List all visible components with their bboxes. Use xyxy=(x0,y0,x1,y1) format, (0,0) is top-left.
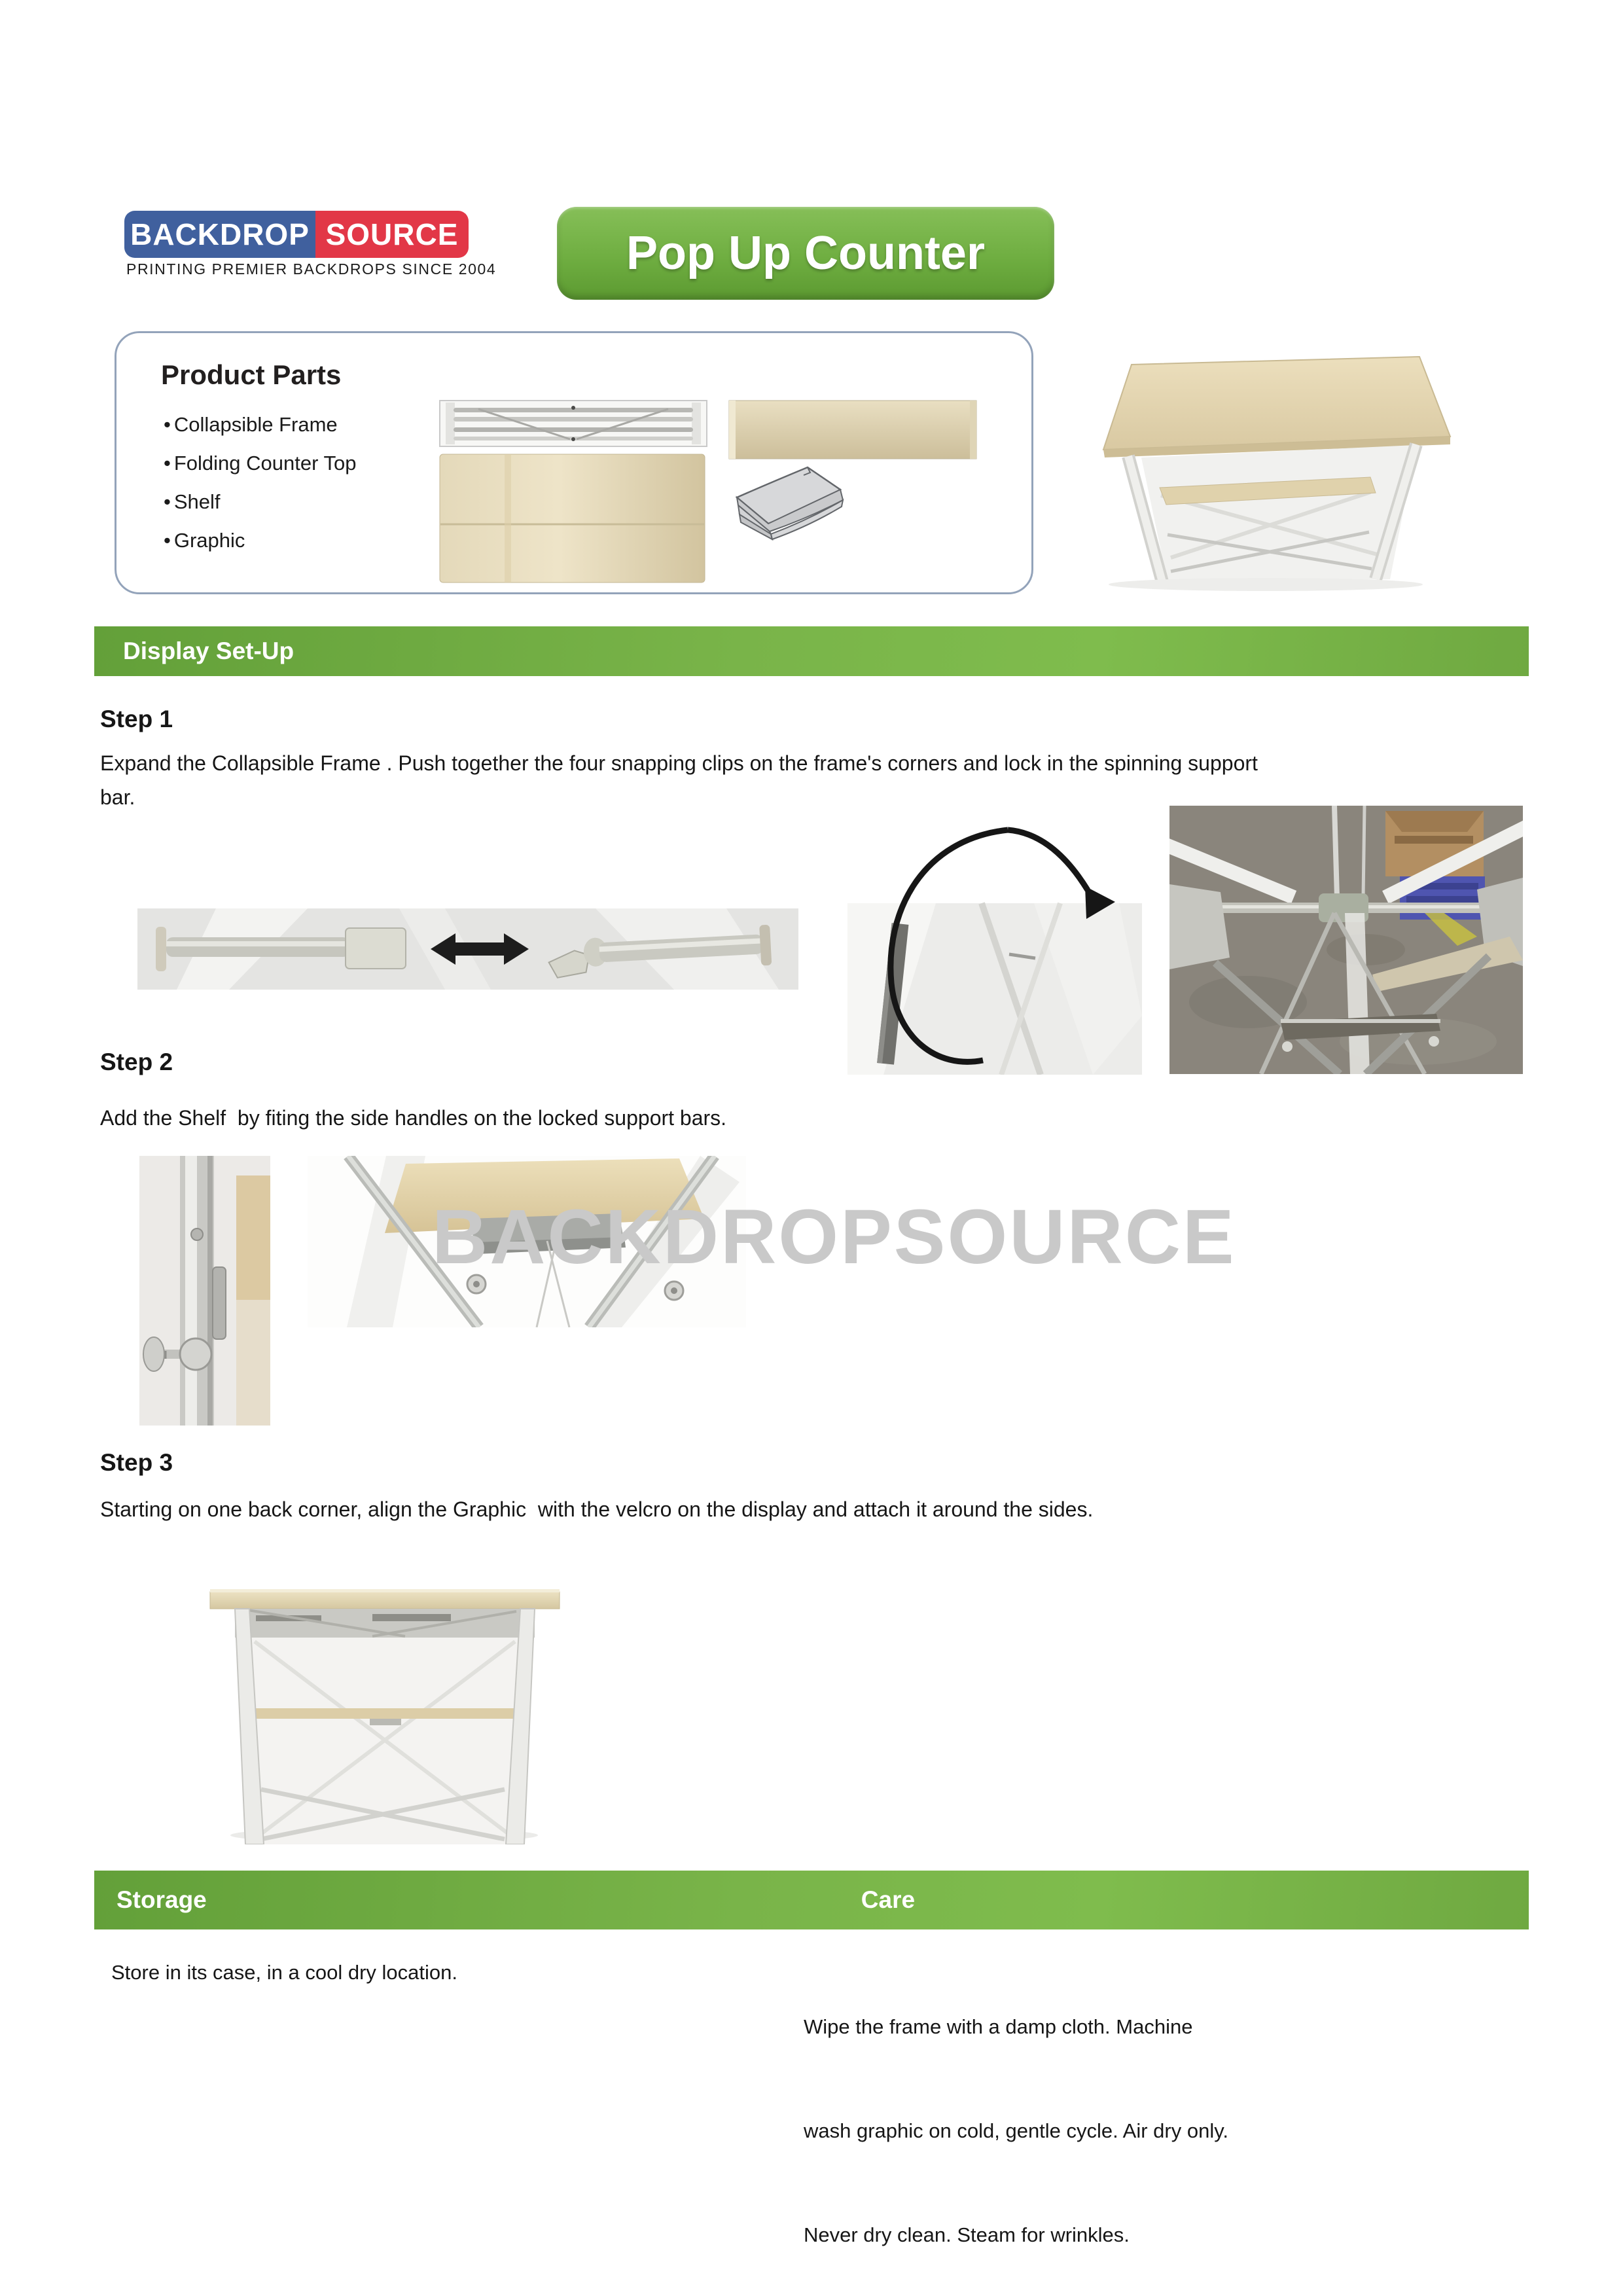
care-text-line: Wipe the frame with a damp cloth. Machine xyxy=(804,2015,1193,2038)
step2-side-handle-image xyxy=(139,1156,270,1426)
product-part-item: • Collapsible Frame xyxy=(164,413,356,437)
step1-corner-clip-figure xyxy=(844,819,1162,1075)
storage-care-banner xyxy=(94,1871,1529,1929)
page-title: Pop Up Counter xyxy=(626,227,985,279)
product-parts-box xyxy=(115,331,1033,594)
page-title-banner xyxy=(557,207,1054,300)
step1-support-bar-image xyxy=(137,908,798,990)
display-setup-banner xyxy=(94,626,1529,676)
backdropsource-watermark: BACKDROPSOURCE xyxy=(432,1194,1236,1280)
logo-backdrop-block xyxy=(124,211,315,258)
product-parts-heading: Product Parts xyxy=(161,359,342,390)
step1-text: Expand the Collapsible Frame . Push together the four snapping clips on the frame's corners and lock in the spinning support bar. xyxy=(100,751,1264,809)
backdropsource-logo xyxy=(124,211,469,258)
step2-text: Add the Shelf by fiting the side handles on the locked support bars. xyxy=(100,1106,727,1130)
care-label: Care xyxy=(861,1886,916,1913)
step1-heading: Step 1 xyxy=(100,706,173,732)
display-setup-label: Display Set-Up xyxy=(123,637,294,664)
graphic-part-image xyxy=(730,463,851,542)
step1-locked-frame-photo xyxy=(1169,806,1523,1074)
logo-tagline: PRINTING PREMIER BACKDROPS SINCE 2004 xyxy=(126,260,497,278)
care-text-line: Never dry clean. Steam for wrinkles. xyxy=(804,2223,1130,2246)
product-part-item: • Shelf xyxy=(164,490,356,514)
step3-heading: Step 3 xyxy=(100,1449,173,1476)
care-text xyxy=(804,1940,1228,2296)
logo-source-block xyxy=(315,211,469,258)
step2-heading: Step 2 xyxy=(100,1049,173,1075)
product-part-item: • Folding Counter Top xyxy=(164,452,356,475)
product-part-item: • Graphic xyxy=(164,529,356,552)
step1-corner-clip-image xyxy=(844,819,1162,1075)
collapsed-frame-image xyxy=(439,400,707,447)
logo-word-source: SOURCE xyxy=(325,217,459,251)
counter-top-part-image xyxy=(439,454,705,583)
care-text-line: wash graphic on cold, gentle cycle. Air dry only. xyxy=(804,2119,1229,2142)
storage-text: Store in its case, in a cool dry location. xyxy=(111,1961,457,1984)
product-parts-list xyxy=(164,413,356,567)
storage-label: Storage xyxy=(116,1886,207,1913)
logo-word-backdrop: BACKDROP xyxy=(130,217,310,251)
assembled-counter-photo xyxy=(1063,338,1455,594)
step3-text: Starting on one back corner, align the Graphic with the velcro on the display and attach it around the sides. xyxy=(100,1498,1094,1521)
shelf-part-image xyxy=(728,399,977,460)
step3-counter-front-image xyxy=(209,1573,561,1844)
